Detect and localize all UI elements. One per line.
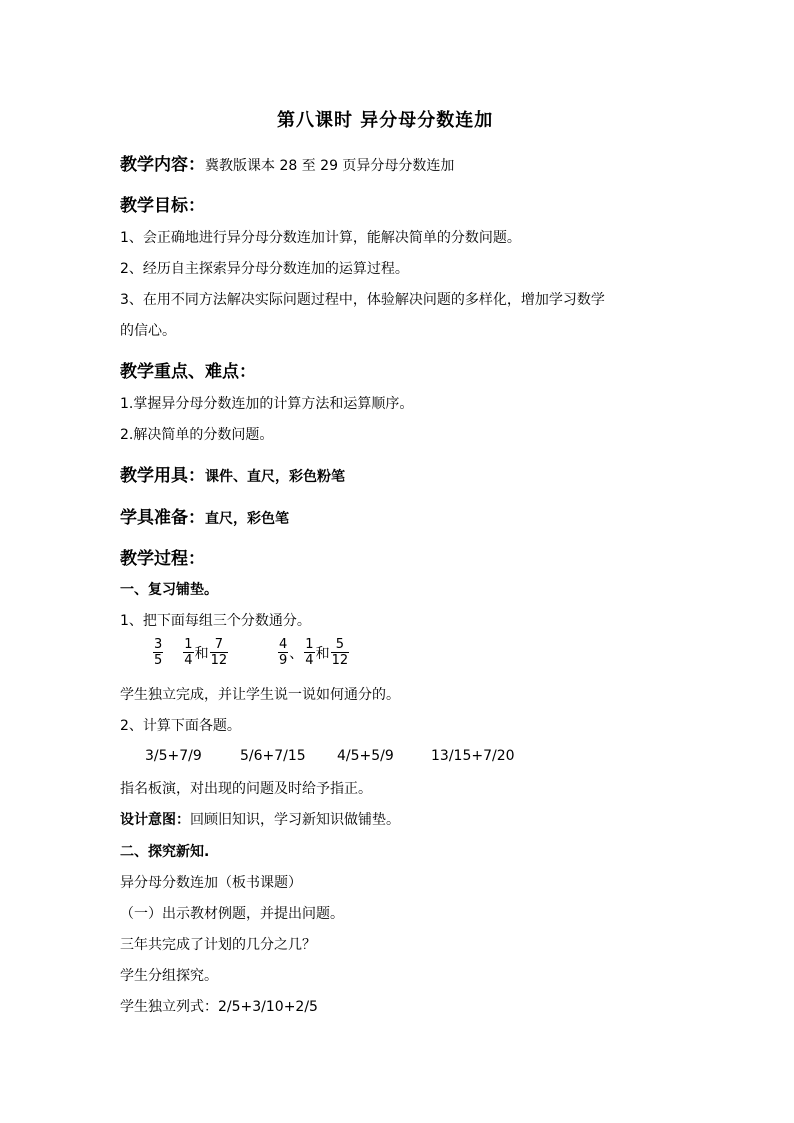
student-tools-label: 学具准备：: [120, 508, 205, 528]
process-heading: 教学过程：: [120, 549, 205, 569]
design-intent-value: 回顾旧知识，学习新知识做铺垫。: [190, 812, 400, 828]
calc-item-1: 3/5+7/9: [145, 748, 202, 764]
lesson-topic: 异分母分数连加（板书课题）: [120, 875, 302, 891]
teaching-content-label: 教学内容：: [120, 155, 205, 175]
denominator: 4: [184, 653, 193, 668]
teaching-tools-label: 教学用具：: [120, 466, 205, 486]
numerator: 4: [279, 637, 288, 652]
section-1-heading: 一、复习铺垫。: [120, 582, 218, 598]
keypoint-item-2: 2.解决简单的分数问题。: [120, 427, 274, 443]
fraction-group-2: [278, 637, 349, 668]
conjunction: 和: [315, 645, 330, 662]
denominator: 9: [279, 653, 288, 668]
goal-item-3b: 的信心。: [120, 323, 176, 339]
task-1: 1、把下面每组三个分数通分。: [120, 613, 311, 629]
fraction-group-1: [153, 637, 228, 668]
calc-item-4: 13/15+7/20: [431, 748, 515, 764]
goal-item-1: 1、会正确地进行异分母分数连加计算，能解决简单的分数问题。: [120, 230, 521, 246]
teaching-content: [120, 150, 454, 175]
design-intent: [120, 810, 400, 830]
numerator: 3: [154, 637, 163, 652]
keypoints-heading: 教学重点、难点：: [120, 362, 256, 382]
calc-item-3: 4/5+5/9: [337, 748, 394, 764]
separator: 、: [289, 645, 304, 662]
teaching-tools: [120, 461, 345, 486]
fraction: [210, 637, 229, 668]
goal-item-2: 2、经历自主探索异分母分数连加的运算过程。: [120, 261, 409, 277]
student-formula: 学生独立列式：2/5+3/10+2/5: [120, 999, 318, 1015]
calc-item-2: 5/6+7/15: [240, 748, 306, 764]
fraction: [304, 637, 314, 668]
fraction: [278, 637, 288, 668]
page-title: 第八课时 异分母分数连加: [277, 110, 494, 131]
fraction: [153, 637, 163, 668]
student-tools-value: 直尺，彩色笔: [205, 511, 289, 527]
denominator: 12: [210, 653, 228, 668]
fraction: [183, 637, 193, 668]
goal-item-3a: 3、在用不同方法解决实际问题过程中，体验解决问题的多样化，增加学习数学: [120, 292, 605, 308]
conjunction: 和: [194, 645, 209, 662]
design-intent-label: 设计意图：: [120, 812, 190, 828]
teaching-tools-value: 课件、直尺，彩色粉笔: [205, 469, 345, 485]
numerator: 1: [184, 637, 193, 652]
numerator: 7: [210, 637, 229, 653]
step-1: （一）出示教材例题，并提出问题。: [120, 906, 344, 922]
denominator: 4: [305, 653, 314, 668]
example-question: 三年共完成了计划的几分之几？: [120, 937, 316, 953]
goals-heading: 教学目标：: [120, 196, 205, 216]
fraction: [331, 637, 350, 668]
student-tools: [120, 503, 289, 528]
denominator: 12: [331, 653, 349, 668]
task-2-note: 指名板演，对出现的问题及时给予指正。: [120, 781, 372, 797]
group-explore: 学生分组探究。: [120, 968, 218, 984]
keypoint-item-1: 1.掌握异分母分数连加的计算方法和运算顺序。: [120, 396, 414, 412]
task-2: 2、计算下面各题。: [120, 718, 241, 734]
section-2-heading: 二、探究新知.: [120, 844, 210, 860]
denominator: 5: [154, 653, 163, 668]
numerator: 1: [305, 637, 314, 652]
task-1-note: 学生独立完成，并让学生说一说如何通分的。: [120, 687, 400, 703]
numerator: 5: [331, 637, 350, 653]
teaching-content-value: 冀教版课本 28 至 29 页异分母分数连加: [205, 158, 455, 174]
